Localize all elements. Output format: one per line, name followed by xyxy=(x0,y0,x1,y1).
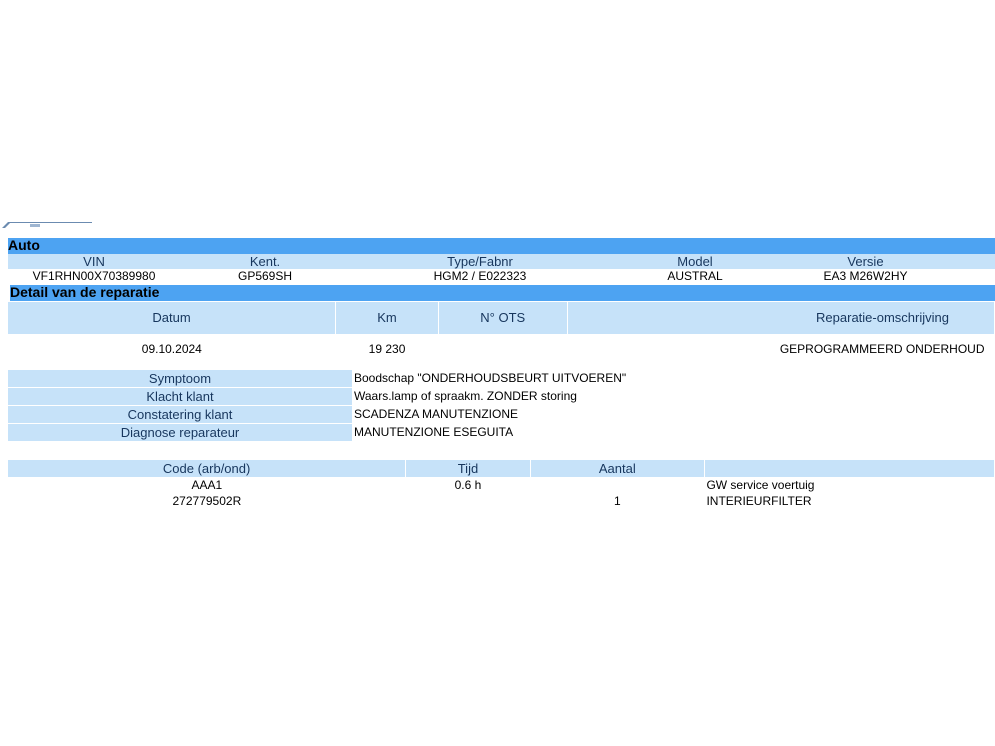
versie-value: EA3 M26W2HY xyxy=(823,269,908,283)
symptom-label: Symptoom xyxy=(8,370,352,388)
km-value: 19 230 xyxy=(368,342,406,356)
model-value: AUSTRAL xyxy=(667,269,723,283)
repair-table xyxy=(8,302,995,360)
operation-description-header xyxy=(704,460,994,477)
vin-value: VF1RHN00X70389980 xyxy=(32,269,156,283)
diagnosis-value: MANUTENZIONE ESEGUITA xyxy=(352,424,995,442)
diagnosis-row xyxy=(8,424,995,442)
complaint-value: Waars.lamp of spraakm. ZONDER storing xyxy=(352,388,995,406)
section-repair-title: Detail van de reparatie xyxy=(10,285,995,301)
omschrijving-header: Reparatie-omschrijving xyxy=(567,302,994,334)
auto-value-spacer xyxy=(951,269,995,283)
table-row xyxy=(8,493,995,509)
datum-header: Datum xyxy=(8,302,336,334)
operations-table xyxy=(8,460,995,509)
table-row xyxy=(8,477,995,493)
complaint-row xyxy=(8,388,995,406)
code-header: Code (arb/ond) xyxy=(8,460,406,477)
type-value: HGM2 / E022323 xyxy=(433,269,527,283)
code-value: AAA1 xyxy=(191,478,223,492)
symptom-row xyxy=(8,370,995,388)
datum-value: 09.10.2024 xyxy=(141,342,202,356)
observation-value: SCADENZA MANUTENZIONE xyxy=(352,406,995,424)
symptom-value: Boodschap "ONDERHOUDSBEURT UITVOEREN" xyxy=(352,370,995,388)
code-value: 272779502R xyxy=(172,494,242,508)
kent-header: Kent. xyxy=(180,254,350,269)
tijd-value xyxy=(406,493,530,509)
aantal-header: Aantal xyxy=(530,460,704,477)
vehicle-table xyxy=(8,254,995,283)
logo-fragment-icon xyxy=(2,222,92,228)
symptom-table xyxy=(8,370,995,442)
type-header: Type/Fabnr xyxy=(350,254,610,269)
section-auto-title: Auto xyxy=(8,238,995,254)
operation-description: GW service voertuig xyxy=(706,478,815,492)
operation-description: INTERIEURFILTER xyxy=(706,494,812,508)
observation-row xyxy=(8,406,995,424)
observation-label: Constatering klant xyxy=(8,406,352,424)
diagnosis-label: Diagnose reparateur xyxy=(8,424,352,442)
aantal-value: 1 xyxy=(613,494,621,508)
auto-header-spacer xyxy=(951,254,995,269)
aantal-value xyxy=(530,477,704,493)
omschrijving-value: GEPROGRAMMEERD ONDERHOUD xyxy=(779,342,985,356)
versie-header: Versie xyxy=(780,254,951,269)
model-header: Model xyxy=(610,254,780,269)
km-header: Km xyxy=(336,302,439,334)
tijd-header: Tijd xyxy=(406,460,530,477)
tijd-value: 0.6 h xyxy=(454,478,482,492)
ots-value xyxy=(438,334,567,360)
vin-header: VIN xyxy=(8,254,180,269)
complaint-label: Klacht klant xyxy=(8,388,352,406)
ots-header: N° OTS xyxy=(438,302,567,334)
kent-value: GP569SH xyxy=(237,269,293,283)
